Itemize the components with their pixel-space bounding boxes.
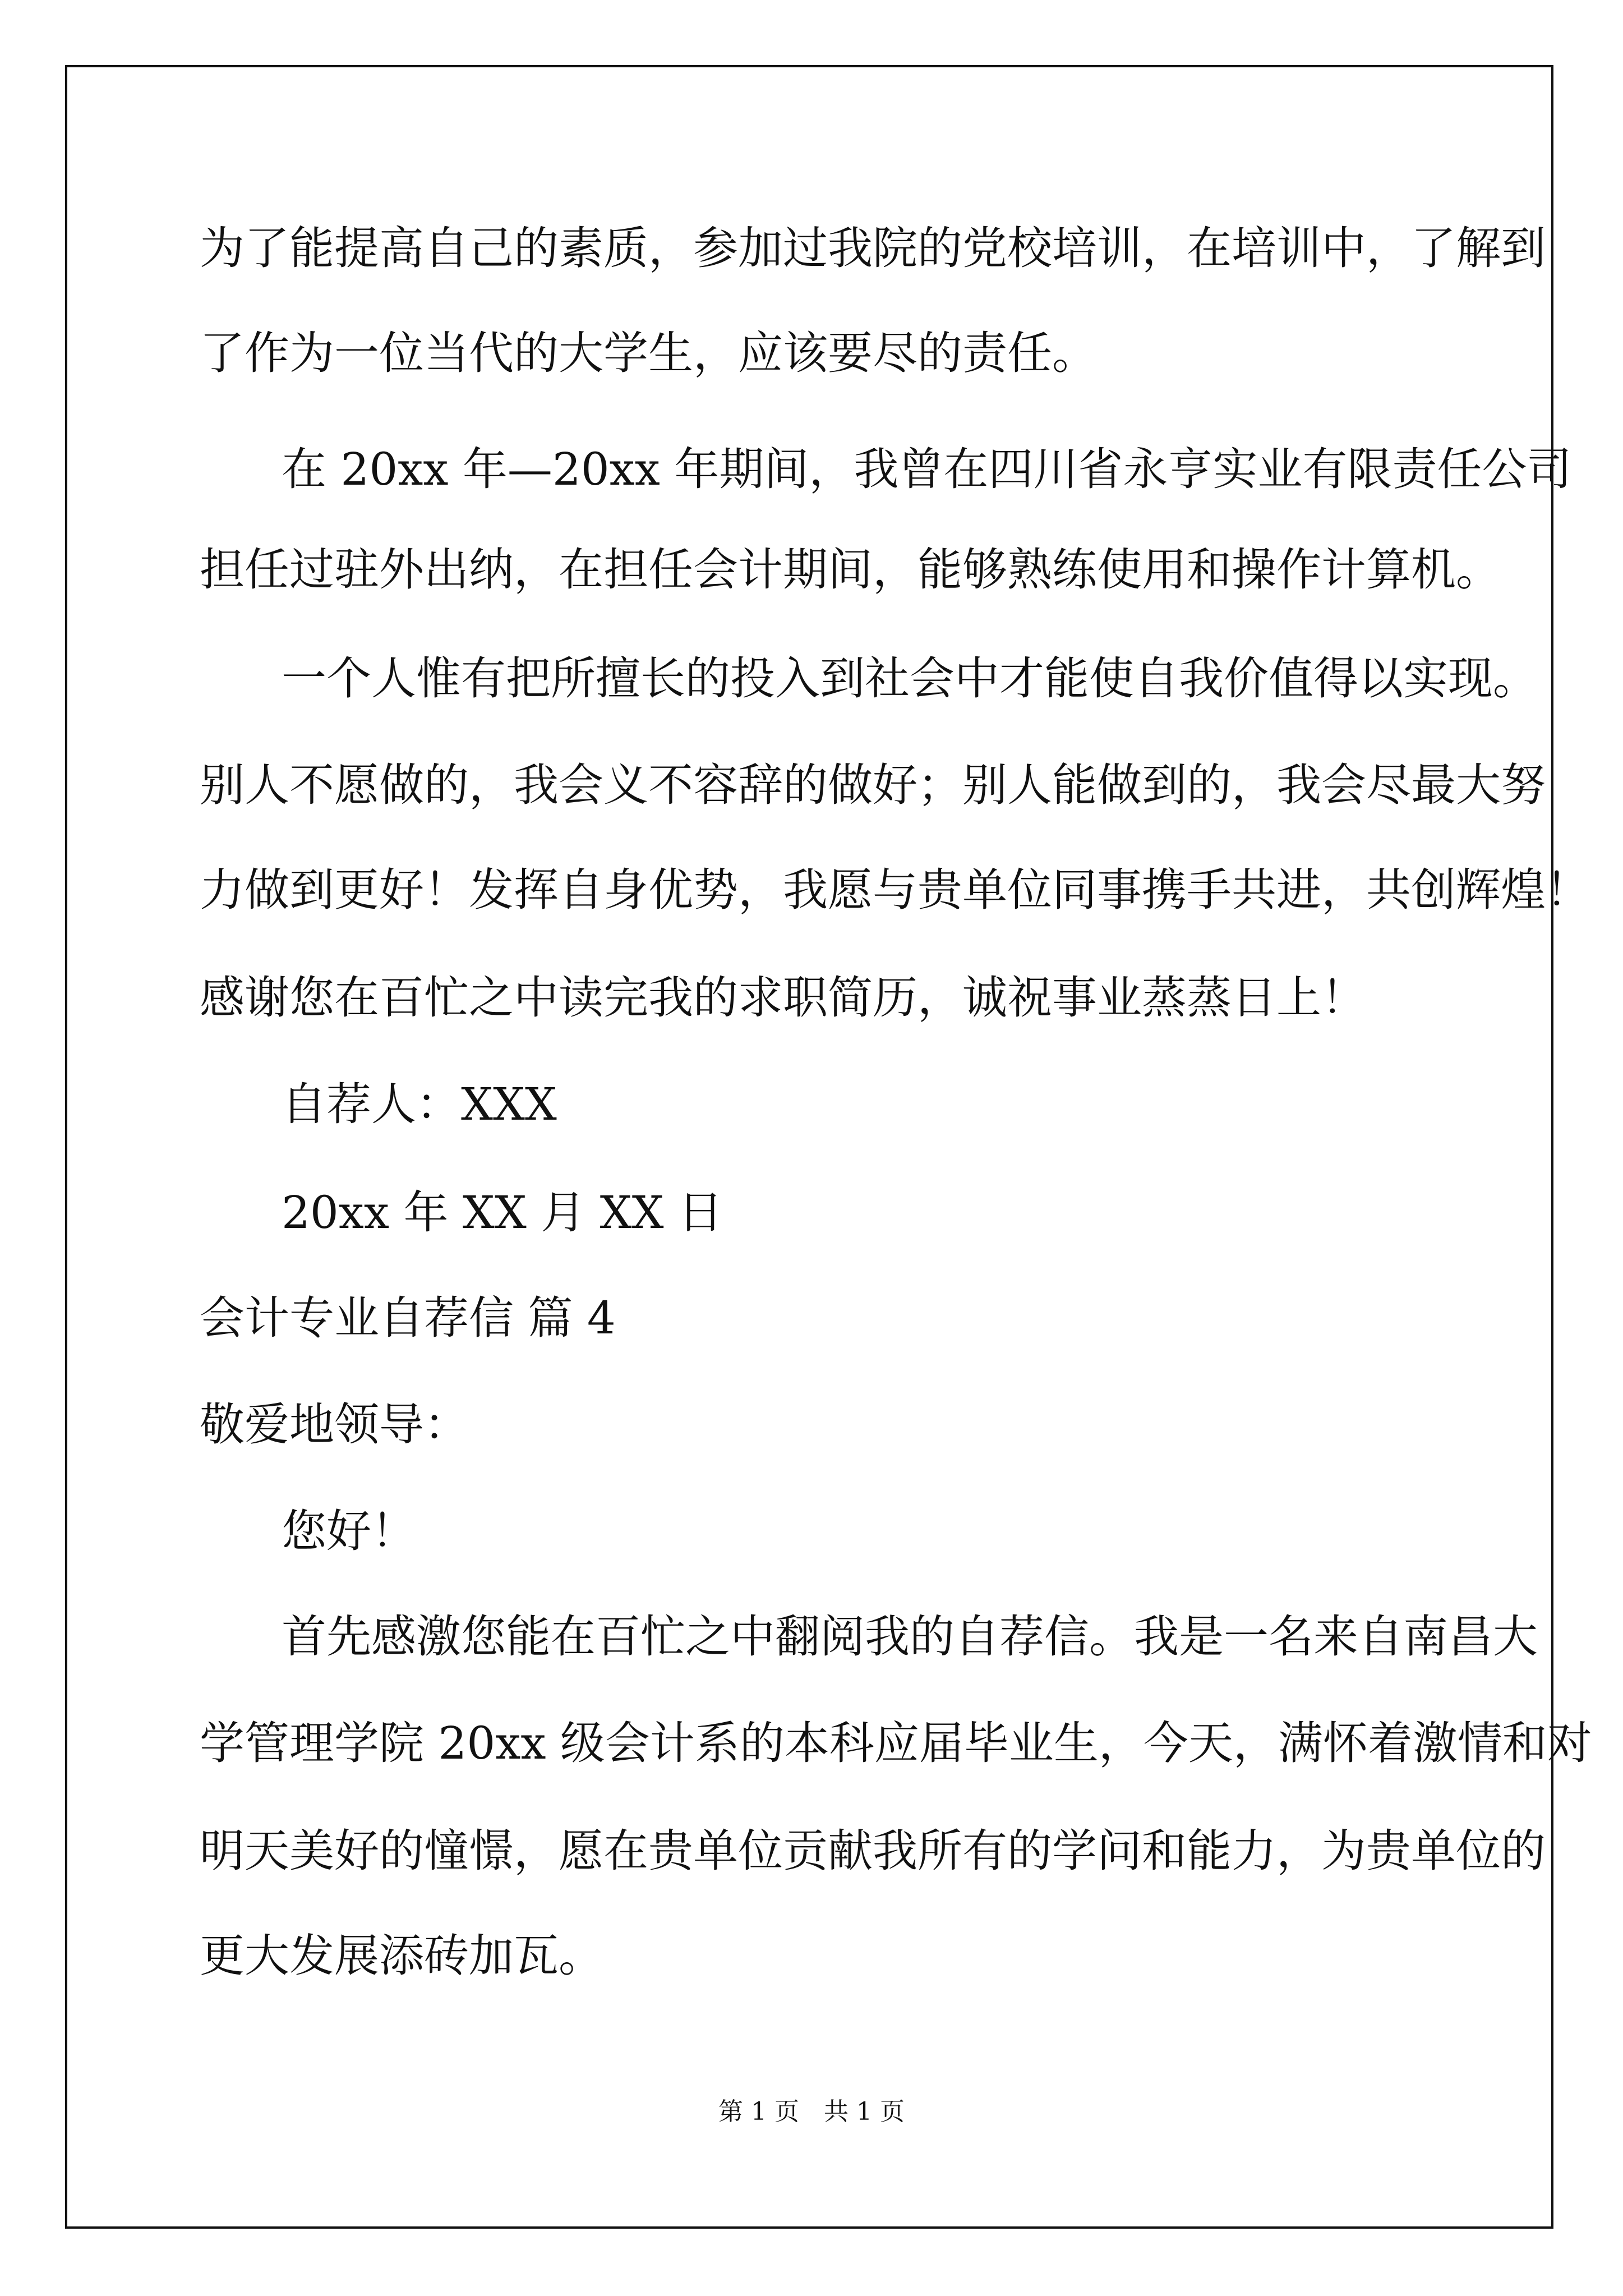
text-line: 了作为一位当代的大学生，应该要尽的责任。	[200, 327, 1097, 379]
text-line: 更大发展添砖加瓦。	[200, 1930, 603, 1982]
greeting: 您好！	[282, 1505, 416, 1557]
text-line: 感谢您在百忙之中读完我的求职简历，诚祝事业蒸蒸日上！	[200, 972, 1366, 1024]
text-line: 力做到更好！发挥自身优势，我愿与贵单位同事携手共进，共创辉煌！	[200, 864, 1590, 916]
text-line: 首先感激您能在百忙之中翻阅我的自荐信。我是一名来自南昌大	[282, 1611, 1538, 1663]
text-line: 别人不愿做的，我会义不容辞的做好；别人能做到的，我会尽最大努	[200, 759, 1546, 811]
text-line: 担任过驻外出纳，在担任会计期间，能够熟练使用和操作计算机。	[200, 544, 1501, 596]
text-line: 学管理学院 20xx 级会计系的本科应届毕业生，今天，满怀着激情和对	[200, 1717, 1592, 1769]
signature-line: 自荐人：XXX	[282, 1078, 557, 1130]
section-heading: 会计专业自荐信 篇 4	[200, 1292, 616, 1344]
text-line: 明天美好的憧憬，愿在贵单位贡献我所有的学问和能力，为贵单位的	[200, 1825, 1546, 1877]
text-line: 在 20xx 年—20xx 年期间，我曾在四川省永亨实业有限责任公司	[282, 443, 1572, 495]
text-line: 一个人惟有把所擅长的投入到社会中才能使自我价值得以实现。	[282, 652, 1538, 705]
page-border	[65, 65, 1553, 2229]
text-line: 为了能提高自己的素质，参加过我院的党校培训，在培训中，了解到	[200, 222, 1546, 274]
date-line: 20xx 年 XX 月 XX 日	[282, 1186, 723, 1239]
salutation: 敬爱地领导：	[200, 1398, 469, 1451]
page-number-footer: 第 1 页 共 1 页	[718, 2097, 905, 2126]
